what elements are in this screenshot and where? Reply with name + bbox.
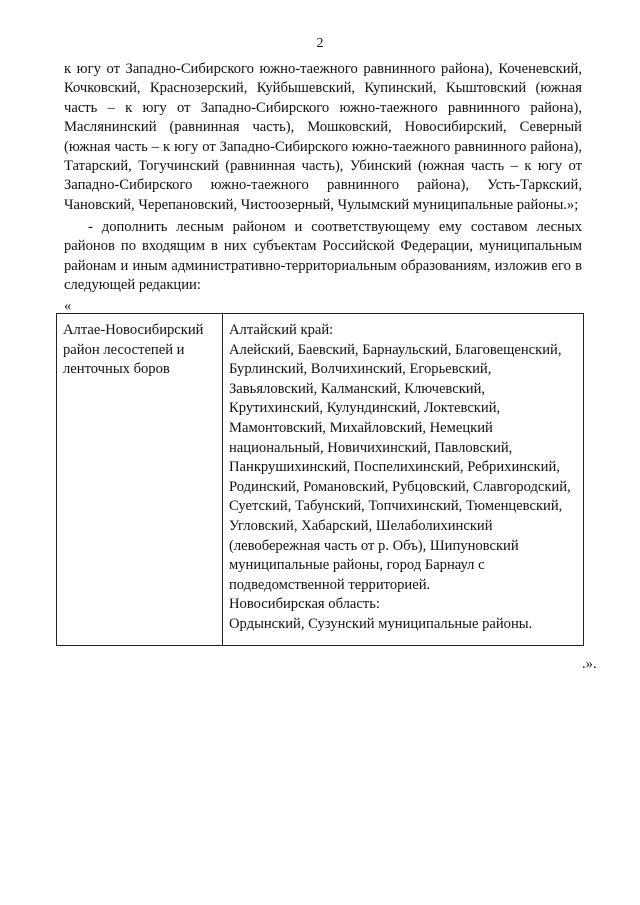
areas-line: муниципальные районы, город Барнаул с	[229, 557, 485, 574]
areas-line: Бурлинский, Волчихинский, Егорьевский,	[229, 361, 492, 378]
areas-line: Ордынский, Сузунский муниципальные районы.	[229, 615, 533, 632]
administrative-areas-cell	[223, 314, 584, 646]
areas-line: Мамонтовский, Михайловский, Немецкий	[229, 419, 493, 436]
areas-line: Родинский, Романовский, Рубцовский, Славгородский,	[229, 478, 571, 495]
page-number: 2	[316, 36, 324, 51]
district-line: ленточных боров	[63, 361, 170, 378]
region-heading: Новосибирская область:	[229, 596, 380, 613]
areas-line: Панкрушихинский, Поспелихинский, Ребрихинский,	[229, 459, 560, 476]
body-paragraph-amendment: - дополнить лесным районом и соответствующему ему составом лесных районов по входящим в них субъектам Российской Федерации, муниципальным районам и иным административно-территориальным образованиям, изложив его в следующей редакции:	[64, 219, 582, 294]
areas-line: Суетский, Табунский, Топчихинский, Тюменцевский,	[229, 498, 563, 515]
district-line: Алтае-Новосибирский	[63, 322, 204, 338]
areas-line: Завьяловский, Калманский, Ключевский,	[229, 380, 486, 397]
region-heading: Алтайский край:	[229, 322, 334, 338]
areas-line: подведомственной территорией.	[229, 576, 431, 593]
body-paragraph-continuation: к югу от Западно-Сибирского южно-таежного равнинного района), Коченевский, Кочковский, Краснозерский, Куйбышевский, Купинский, Кыштовский (южная часть – к югу от Западно-Сибирского южно-таежного равнинного района), Маслянинский (равнинная часть), Мошковский, Новосибирский, Северный (южная часть – к югу от Западно-Сибирского южно-таежного равнинного района), Татарский, Тогучинский (равнинная часть), Убинский (южная часть – к югу от Западно-Сибирского южно-таежного равнинного района), Усть-Таркский, Чановский, Черепановский, Чистоозерный, Чулымский муниципальные районы.»;	[64, 61, 582, 213]
table-row	[57, 314, 584, 646]
areas-line: Крутихинский, Кулундинский, Локтевский,	[229, 400, 501, 417]
areas-line: (левобережная часть от р. Объ), Шипуновский	[229, 537, 519, 554]
district-line: район лесостепей и	[63, 341, 185, 358]
forest-district-cell	[57, 314, 223, 646]
areas-line: Алейский, Баевский, Барнаульский, Благовещенский,	[229, 341, 562, 358]
forest-district-table	[56, 313, 584, 646]
areas-line: национальный, Новичихинский, Павловский,	[229, 439, 513, 456]
closing-quote-mark: .».	[582, 656, 597, 672]
areas-line: Угловский, Хабарский, Шелаболихинский	[229, 517, 493, 534]
opening-quote-mark: «	[64, 298, 72, 314]
